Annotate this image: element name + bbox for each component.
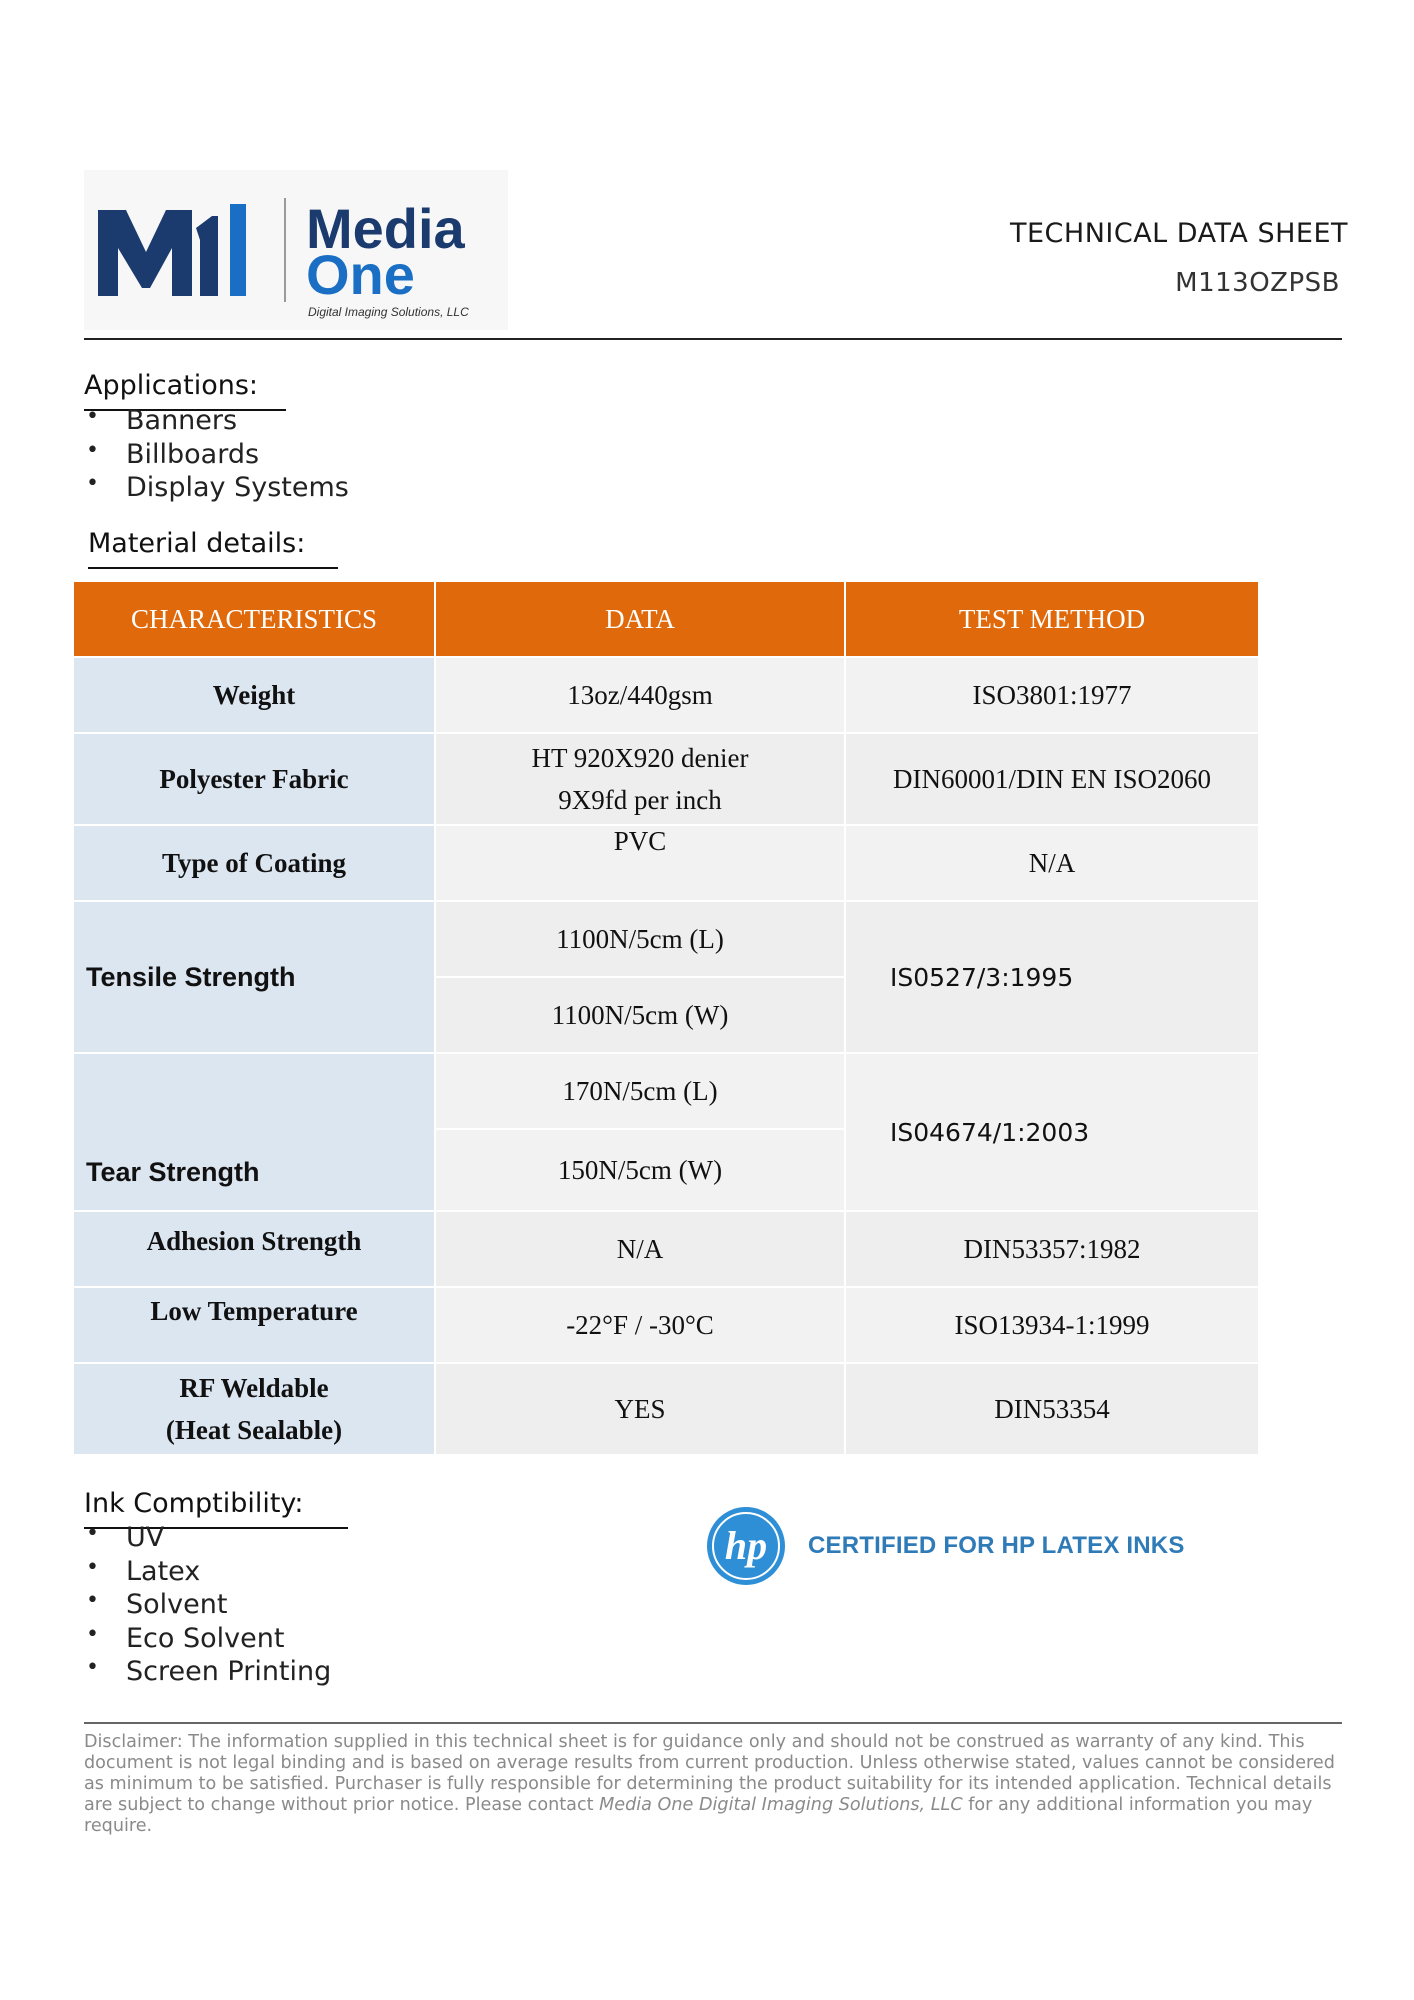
- header-divider: [84, 338, 1342, 340]
- data-cell: 13oz/440gsm: [435, 657, 845, 733]
- ink-heading-text: Ink Comptibility:: [84, 1488, 304, 1519]
- disclaimer-text: Disclaimer: The information supplied in this technical sheet is for guidance only and should not be construed as warranty of any kind. This document is not legal binding and is based on average results from current production. Unless otherwise stated, values cannot be considered as minimum to be satisfied. Purchaser is fully responsible for determining the product suitability for its intended application. Technical details are subject to change without prior notice. Please contact: [84, 1732, 1335, 1815]
- list-item-text: Eco Solvent: [126, 1622, 285, 1654]
- data-line: 9X9fd per inch: [558, 785, 722, 815]
- method-cell: N/A: [845, 825, 1259, 901]
- characteristic-cell: Weight: [73, 657, 435, 733]
- data-cell: 1100N/5cm (L): [435, 901, 845, 977]
- method-cell: IS0527/3:1995: [845, 901, 1259, 1053]
- list-item: [84, 471, 349, 505]
- data-cell: -22°F / -30°C: [435, 1287, 845, 1363]
- bullet-icon: •: [86, 437, 99, 463]
- hp-logo-text: hp: [724, 1523, 768, 1568]
- data-cell: 1100N/5cm (W): [435, 977, 845, 1053]
- table-row: [73, 1211, 1259, 1287]
- data-cell: 170N/5cm (L): [435, 1053, 845, 1129]
- characteristic-cell: Polyester Fabric: [73, 733, 435, 825]
- method-cell: ISO3801:1977: [845, 657, 1259, 733]
- column-header-test-method: TEST METHOD: [845, 581, 1259, 657]
- list-item: [84, 404, 349, 438]
- table-row: [73, 1053, 1259, 1129]
- data-cell: PVC: [435, 825, 845, 901]
- column-header-data: DATA: [435, 581, 845, 657]
- disclaimer-company: Media One Digital Imaging Solutions, LLC: [599, 1795, 963, 1815]
- ink-heading: [84, 1488, 304, 1523]
- table-header-row: [73, 581, 1259, 657]
- table-row: [73, 901, 1259, 977]
- product-code: M113OZPSB: [1175, 268, 1340, 298]
- hp-certified-text: CERTIFIED FOR HP LATEX INKS: [808, 1532, 1185, 1559]
- table-row: [73, 1363, 1259, 1455]
- media-one-logo: [84, 170, 508, 330]
- bullet-icon: •: [86, 1554, 99, 1580]
- bullet-icon: •: [86, 1521, 99, 1546]
- material-details-table: [72, 580, 1260, 1456]
- logo-name-line1: Media: [306, 197, 465, 260]
- data-cell: N/A: [435, 1211, 845, 1287]
- logo-tagline: Digital Imaging Solutions, LLC: [308, 305, 469, 319]
- data-line: HT 920X920 denier: [531, 743, 749, 773]
- material-heading: [88, 528, 305, 563]
- bullet-icon: •: [86, 404, 99, 429]
- characteristic-cell: Type of Coating: [73, 825, 435, 901]
- characteristic-line: (Heat Sealable): [165, 1415, 343, 1445]
- data-cell: YES: [435, 1363, 845, 1455]
- method-cell: DIN53357:1982: [845, 1211, 1259, 1287]
- bullet-icon: •: [86, 1588, 99, 1613]
- column-header-characteristics: CHARACTERISTICS: [73, 581, 435, 657]
- list-item: [84, 1655, 331, 1689]
- data-cell: 150N/5cm (W): [435, 1129, 845, 1211]
- characteristic-cell: Adhesion Strength: [73, 1211, 435, 1287]
- material-underline: [88, 567, 338, 569]
- list-item: [84, 1622, 331, 1656]
- characteristic-cell: [73, 1363, 435, 1455]
- applications-heading: [84, 370, 258, 405]
- disclaimer: [84, 1732, 1344, 1837]
- characteristic-cell: Low Temperature: [73, 1287, 435, 1363]
- characteristic-line: RF Weldable: [179, 1373, 329, 1403]
- document-title: TECHNICAL DATA SHEET: [1009, 218, 1348, 249]
- data-cell: [435, 733, 845, 825]
- characteristic-cell: Tensile Strength: [73, 901, 435, 1053]
- method-cell: DIN53354: [845, 1363, 1259, 1455]
- hp-logo-icon: [706, 1506, 786, 1586]
- list-item: [84, 1521, 331, 1555]
- ink-list: [84, 1521, 331, 1689]
- table-row: [73, 657, 1259, 733]
- list-item-text: Latex: [126, 1555, 201, 1587]
- logo-name-line2: One: [306, 243, 415, 306]
- applications-heading-text: Applications:: [84, 370, 259, 401]
- bullet-icon: •: [86, 1655, 99, 1680]
- table-row: [73, 1287, 1259, 1363]
- list-item-text: Screen Printing: [126, 1656, 332, 1687]
- table-row: [73, 825, 1259, 901]
- list-item-text: Banners: [126, 405, 238, 436]
- characteristic-cell: Tear Strength: [73, 1053, 435, 1211]
- list-item: [84, 1555, 331, 1589]
- method-cell: IS04674/1:2003: [845, 1053, 1259, 1211]
- table-row: [73, 733, 1259, 825]
- list-item-text: Solvent: [126, 1589, 228, 1620]
- bullet-icon: •: [86, 1621, 99, 1647]
- method-cell: ISO13934-1:1999: [845, 1287, 1259, 1363]
- list-item-text: Display Systems: [126, 472, 349, 503]
- list-item-text: Billboards: [126, 438, 260, 470]
- footer-divider: [84, 1722, 1342, 1724]
- bullet-icon: •: [86, 471, 99, 496]
- disclaimer-text-end: for any additional information you may require.: [84, 1795, 1313, 1836]
- applications-list: [84, 404, 349, 505]
- list-item: [84, 438, 349, 472]
- method-cell: DIN60001/DIN EN ISO2060: [845, 733, 1259, 825]
- list-item: [84, 1588, 331, 1622]
- list-item-text: UV: [126, 1522, 165, 1553]
- material-heading-text: Material details:: [88, 528, 306, 559]
